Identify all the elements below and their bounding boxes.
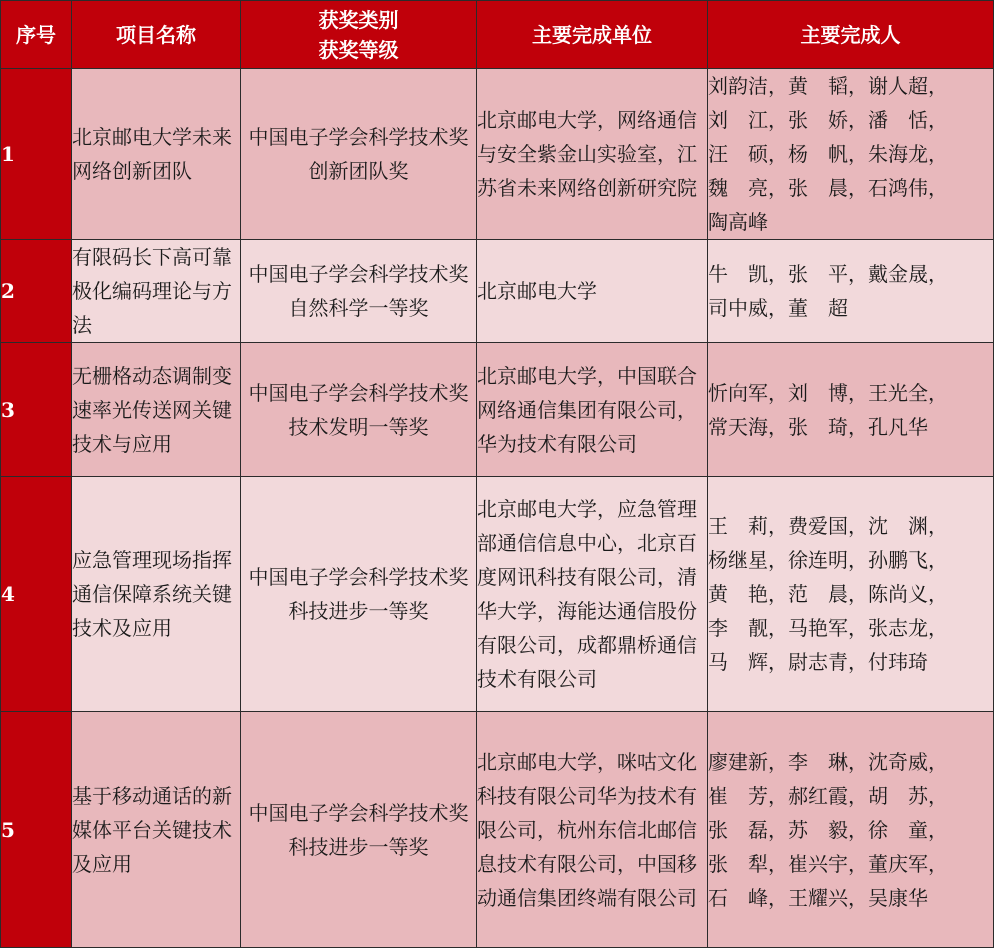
people-line: 张 磊，苏 毅，徐 童，	[708, 817, 948, 842]
header-row	[1, 1, 994, 69]
completion-people	[708, 69, 994, 240]
header-people: 主要完成人	[708, 1, 994, 69]
project-name: 有限码长下高可靠极化编码理论与方法	[72, 240, 241, 343]
row-index: 4	[1, 477, 72, 712]
people-line: 魏 亮，张 晨，石鸿伟，	[708, 176, 948, 200]
header-project-name: 项目名称	[72, 1, 241, 69]
project-name: 应急管理现场指挥通信保障系统关键技术及应用	[72, 477, 241, 712]
people-line: 刘 江，张 娇，潘 恬，	[708, 108, 948, 132]
people-line: 司中威，董 超	[708, 296, 848, 320]
people-line: 马 辉，尉志青，付玮琦	[708, 650, 928, 674]
people-line: 常天海，张 琦，孔凡华	[708, 414, 928, 439]
completion-unit: 北京邮电大学	[477, 240, 708, 343]
project-name: 无栅格动态调制变速率光传送网关键技术与应用	[72, 343, 241, 477]
people-line: 张 犁，崔兴宇，董庆军，	[708, 851, 948, 876]
completion-people	[708, 712, 994, 948]
header-unit: 主要完成单位	[477, 1, 708, 69]
completion-people	[708, 343, 994, 477]
people-line: 黄 艳，范 晨，陈尚义，	[708, 582, 948, 606]
people-line: 杨继星，徐连明，孙鹏飞，	[708, 548, 948, 572]
header-award-category: 获奖类别	[318, 7, 399, 32]
award-category: 中国电子学会科学技术奖技术发明一等奖	[241, 343, 477, 477]
people-line: 陶高峰	[708, 210, 768, 234]
table-row	[1, 477, 994, 712]
people-line: 王 莉，费爱国，沈 渊，	[708, 514, 948, 538]
award-category: 中国电子学会科学技术奖科技进步一等奖	[241, 712, 477, 948]
row-index: 1	[1, 69, 72, 240]
award-category: 中国电子学会科学技术奖科技进步一等奖	[241, 477, 477, 712]
completion-people	[708, 240, 994, 343]
header-award	[241, 1, 477, 69]
table-row	[1, 343, 994, 477]
table-row	[1, 69, 994, 240]
project-name: 北京邮电大学未来网络创新团队	[72, 69, 241, 240]
row-index: 3	[1, 343, 72, 477]
award-category: 中国电子学会科学技术奖自然科学一等奖	[241, 240, 477, 343]
completion-unit: 北京邮电大学，咪咕文化科技有限公司华为技术有限公司，杭州东信北邮信息技术有限公司，中国移动通信集团终端有限公司	[477, 712, 708, 948]
table-row	[1, 240, 994, 343]
project-name: 基于移动通话的新媒体平台关键技术及应用	[72, 712, 241, 948]
completion-unit: 北京邮电大学，中国联合网络通信集团有限公司，华为技术有限公司	[477, 343, 708, 477]
people-line: 刘韵洁，黄 韬，谢人超，	[708, 74, 948, 98]
award-category: 中国电子学会科学技术奖创新团队奖	[241, 69, 477, 240]
row-index: 2	[1, 240, 72, 343]
people-line: 廖建新，李 琳，沈奇威，	[708, 749, 948, 774]
people-line: 石 峰，王耀兴，吴康华	[708, 885, 928, 910]
header-index: 序号	[1, 1, 72, 69]
completion-unit: 北京邮电大学，应急管理部通信信息中心，北京百度网讯科技有限公司，清华大学，海能达通信股份有限公司，成都鼎桥通信技术有限公司	[477, 477, 708, 712]
people-line: 崔 芳，郝红霞，胡 苏，	[708, 783, 948, 808]
table-row	[1, 712, 994, 948]
people-line: 牛 凯，张 平，戴金晟，	[708, 262, 948, 286]
completion-unit: 北京邮电大学，网络通信与安全紫金山实验室，江苏省未来网络创新研究院	[477, 69, 708, 240]
row-index: 5	[1, 712, 72, 948]
people-line: 忻向军，刘 博，王光全，	[708, 380, 948, 405]
header-award-level: 获奖等级	[318, 37, 399, 62]
people-line: 汪 硕，杨 帆，朱海龙，	[708, 142, 948, 166]
people-line: 李 靓，马艳军，张志龙，	[708, 616, 948, 640]
completion-people	[708, 477, 994, 712]
